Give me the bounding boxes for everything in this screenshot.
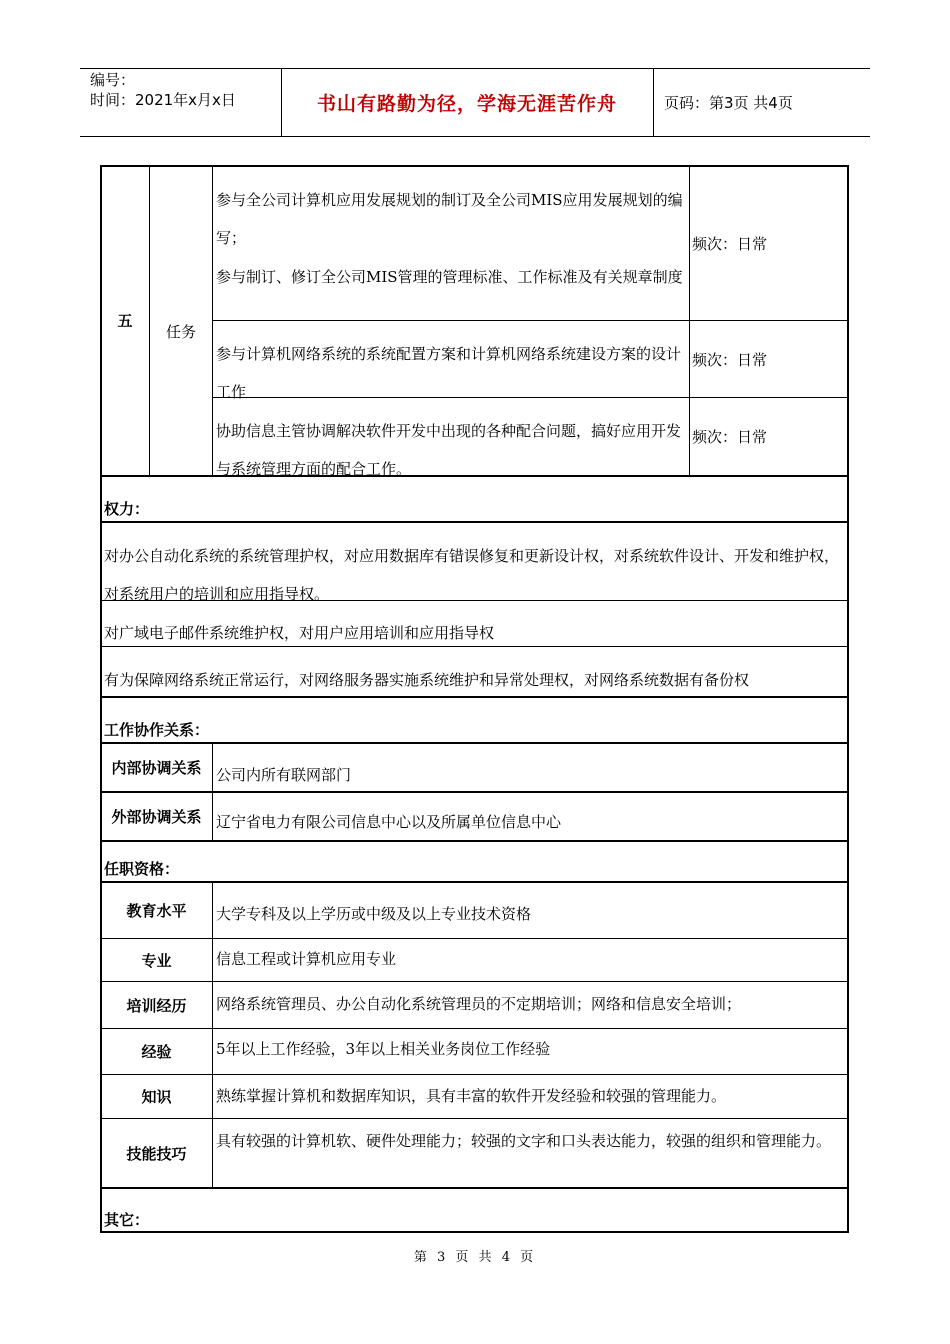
qualification-label: 培训经历: [126, 996, 187, 1015]
external-relations-label: 外部协调关系: [111, 808, 202, 826]
qualification-value: 熟练掌握计算机和数据库知识，具有丰富的软件开发经验和较强的管理能力。: [216, 1087, 727, 1105]
header-divider: [653, 68, 654, 136]
qualifications-heading: 任职资格：: [104, 860, 180, 878]
table-rule: [101, 521, 849, 523]
task-description: 参与计算机网络系统的系统配置方案和计算机网络系统建设方案的设计工作: [216, 345, 682, 401]
task-description: 参与制订、修订全公司MIS管理的管理标准、工作标准及有关规章制度: [216, 268, 683, 286]
task-frequency: 频次：日常: [692, 428, 768, 446]
authority-item: 对办公自动化系统的系统管理护权，对应用数据库有错误修复和更新设计权，对系统软件设计、开发和维护权，对系统用户的培训和应用指导权。: [104, 547, 840, 603]
document-number: 编号：: [90, 71, 136, 89]
table-rule: [101, 696, 849, 698]
qualification-value: 大学专科及以上学历或中级及以上专业技术资格: [216, 905, 532, 923]
table-rule: [101, 938, 849, 939]
authority-item: 有为保障网络系统正常运行，对网络服务器实施系统维护和异常处理权，对网络系统数据有备份权: [104, 671, 750, 689]
table-rule: [101, 1118, 849, 1119]
section-number: 五: [117, 312, 133, 330]
qualification-label: 经验: [141, 1043, 172, 1061]
document-date: 时间：2021年x月x日: [90, 91, 236, 109]
table-rule: [101, 791, 849, 793]
header-motto: 书山有路勤为径，学海无涯苦作舟: [316, 92, 617, 115]
table-rule: [101, 1187, 849, 1189]
table-rule: [212, 882, 213, 1187]
header-meta: [90, 70, 236, 110]
table-rule: [101, 1028, 849, 1029]
relations-heading: 工作协作关系：: [104, 721, 210, 739]
task-frequency: 频次：日常: [692, 234, 768, 253]
header-bottom-rule: [80, 136, 870, 137]
other-heading: 其它：: [104, 1211, 150, 1229]
internal-relations-value: 公司内所有联网部门: [216, 766, 352, 784]
table-rule: [101, 742, 849, 744]
qualification-label: 知识: [141, 1088, 172, 1106]
qualification-label: 专业: [141, 951, 172, 970]
internal-relations-label: 内部协调关系: [111, 758, 202, 777]
table-rule: [101, 600, 849, 601]
qualification-value: 网络系统管理员、办公自动化系统管理员的不定期培训；网络和信息安全培训；: [216, 995, 742, 1013]
qualification-value: 具有较强的计算机软、硬件处理能力；较强的文字和口头表达能力，较强的组织和管理能力。: [216, 1132, 832, 1150]
qualification-label: 教育水平: [126, 901, 187, 920]
table-rule: [101, 981, 849, 982]
task-description: 参与全公司计算机应用发展规划的制订及全公司MIS应用发展规划的编写；: [216, 191, 683, 247]
qualification-value: 5年以上工作经验，3年以上相关业务岗位工作经验: [216, 1040, 551, 1058]
table-rule: [101, 881, 849, 883]
table-rule: [101, 840, 849, 842]
table-rule: [101, 1074, 849, 1075]
qualification-value: 信息工程或计算机应用专业: [216, 950, 397, 968]
table-rule: [101, 475, 849, 477]
task-description: 协助信息主管协调解决软件开发中出现的各种配合问题，搞好应用开发与系统管理方面的配合工作。: [216, 422, 682, 478]
footer-page-number: 第 3 页 共 4 页: [413, 1250, 537, 1265]
qualification-label: 技能技巧: [126, 1144, 187, 1163]
section-label-tasks: 任务: [165, 322, 196, 341]
authority-item: 对广域电子邮件系统维护权，对用户应用培训和应用指导权: [104, 624, 495, 642]
task-frequency: 频次：日常: [692, 350, 768, 369]
table-rule: [101, 646, 849, 647]
external-relations-value: 辽宁省电力有限公司信息中心以及所属单位信息中心: [216, 813, 562, 831]
authority-heading: 权力：: [104, 500, 150, 518]
header-page-number: 页码：第3页 共4页: [664, 93, 793, 112]
